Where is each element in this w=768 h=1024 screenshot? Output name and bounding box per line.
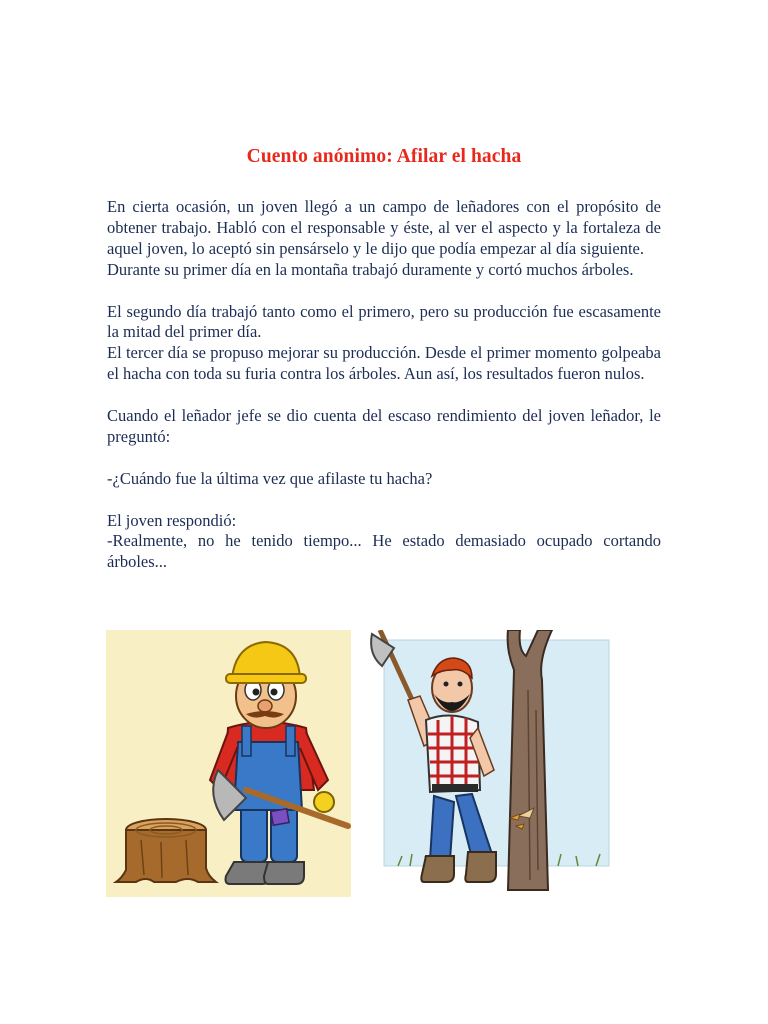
paragraph-spacer	[107, 490, 661, 511]
paragraph-6: El joven respondió:	[107, 510, 237, 530]
paragraph-spacer	[107, 281, 661, 302]
paragraph-spacer	[107, 385, 661, 406]
story-body	[107, 197, 661, 573]
lumberjack-stump-illustration	[106, 630, 351, 897]
document-title: Cuento anónimo: Afilar el hacha	[246, 146, 522, 167]
paragraph-spacer	[107, 448, 661, 469]
lumberjack-figure	[210, 642, 348, 884]
stump-icon	[116, 819, 216, 882]
paragraph-5: Cuando el leñador jefe se dio cuenta del escaso rendimiento del joven leñador, le preguntó:	[107, 406, 661, 446]
paragraph-4: El tercer día se propuso mejorar su producción. Desde el primer momento golpeaba el hacha con toda su furia contra los árboles. Aun así, los resultados fueron nulos.	[107, 343, 661, 384]
paragraph-1: En cierta ocasión, un joven llegó a un campo de leñadores con el propósito de obtener trabajo. Habló con el responsable y éste, al ver el aspecto y la fortaleza de aquel joven, lo aceptó sin pensárselo y le dijo que podía empezar al día siguiente.	[107, 197, 661, 258]
paragraph-3: El segundo día trabajó tanto como el primero, pero su producción fue escasamente la mitad del primer día.	[107, 301, 661, 342]
lumberjack-chopping-illustration	[368, 630, 613, 897]
paragraph-2: Durante su primer día en la montaña trabajó duramente y cortó muchos árboles.	[107, 259, 634, 279]
paragraph-question: -¿Cuándo fue la última vez que afilaste tu hacha?	[107, 468, 433, 488]
paragraph-answer: -Realmente, no he tenido tiempo... He estado demasiado ocupado cortando árboles...	[107, 531, 661, 572]
